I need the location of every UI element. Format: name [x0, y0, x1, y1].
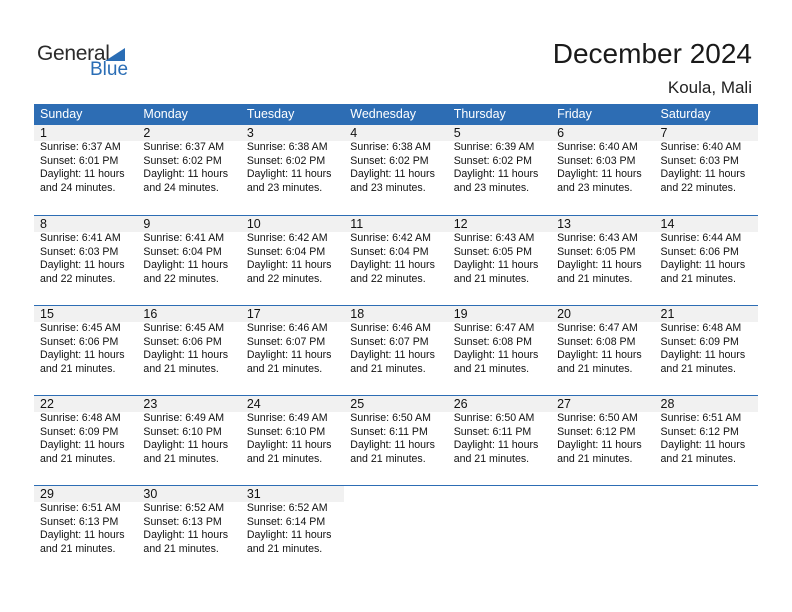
calendar-grid — [34, 104, 758, 575]
day-details — [34, 412, 137, 466]
minutes-text: and 21 minutes. — [350, 452, 426, 465]
minutes-text: and 21 minutes. — [246, 542, 323, 555]
day-details — [137, 502, 240, 556]
sunset-text: Sunset: 6:06 PM — [143, 335, 222, 348]
day-number: 28 — [655, 396, 758, 412]
day-number: 7 — [655, 125, 758, 141]
day-cell — [551, 396, 654, 466]
brand-logo — [37, 42, 137, 82]
daylight-text: Daylight: 11 hours — [350, 349, 435, 361]
sunrise-text: Sunrise: 6:50 AM — [350, 412, 431, 424]
sunset-text: Sunset: 6:12 PM — [660, 425, 739, 438]
day-details — [137, 141, 240, 195]
minutes-text: and 24 minutes. — [143, 181, 219, 194]
sunset-text: Sunset: 6:03 PM — [660, 154, 739, 167]
day-details — [241, 322, 344, 376]
day-details — [448, 322, 551, 376]
day-cell — [344, 306, 447, 376]
daylight-text: Daylight: 11 hours — [350, 168, 435, 180]
day-number: 5 — [448, 125, 551, 141]
day-cell — [137, 125, 240, 195]
day-number: 25 — [344, 396, 447, 412]
daylight-text: Daylight: 11 hours — [660, 349, 746, 361]
daylight-text: Daylight: 11 hours — [660, 439, 746, 451]
day-number: 17 — [241, 306, 344, 322]
minutes-text: and 21 minutes. — [557, 272, 633, 285]
day-number: 2 — [137, 125, 240, 141]
day-cell-empty — [655, 486, 758, 556]
day-cell — [241, 125, 344, 195]
sunset-text: Sunset: 6:13 PM — [143, 515, 222, 528]
day-details — [655, 232, 758, 286]
page-title: December 2024 — [552, 38, 752, 69]
sunrise-text: Sunrise: 6:47 AM — [453, 322, 535, 334]
day-cell — [655, 396, 758, 466]
day-details — [241, 412, 344, 466]
daylight-text: Daylight: 11 hours — [453, 168, 539, 180]
day-cell — [344, 216, 447, 286]
day-number: 9 — [137, 216, 240, 232]
sunrise-text: Sunrise: 6:38 AM — [246, 141, 328, 153]
daylight-text: Daylight: 11 hours — [40, 259, 125, 271]
day-details — [551, 232, 654, 286]
day-number: 3 — [241, 125, 344, 141]
minutes-text: and 21 minutes. — [660, 272, 736, 285]
day-number: 1 — [34, 125, 137, 141]
sunset-text: Sunset: 6:02 PM — [350, 154, 429, 167]
day-cell — [344, 125, 447, 195]
sunrise-text: Sunrise: 6:50 AM — [453, 412, 535, 424]
day-details — [344, 232, 447, 286]
daylight-text: Daylight: 11 hours — [143, 259, 229, 271]
day-number: 24 — [241, 396, 344, 412]
day-number: 30 — [137, 486, 240, 502]
sunrise-text: Sunrise: 6:47 AM — [557, 322, 638, 334]
daylight-text: Daylight: 11 hours — [453, 259, 539, 271]
minutes-text: and 23 minutes. — [453, 181, 530, 194]
day-cell — [655, 125, 758, 195]
day-cell — [241, 486, 344, 556]
daylight-text: Daylight: 11 hours — [350, 439, 435, 451]
minutes-text: and 22 minutes. — [350, 272, 426, 285]
day-details — [551, 322, 654, 376]
daylight-text: Daylight: 11 hours — [246, 168, 332, 180]
sunset-text: Sunset: 6:06 PM — [40, 335, 119, 348]
weekday-wednesday: Wednesday — [350, 107, 417, 121]
weekday-sunday: Sunday — [40, 107, 83, 121]
daylight-text: Daylight: 11 hours — [453, 349, 539, 361]
minutes-text: and 21 minutes. — [40, 542, 116, 555]
daylight-text: Daylight: 11 hours — [40, 349, 125, 361]
daylight-text: Daylight: 11 hours — [246, 439, 332, 451]
week-row — [34, 395, 758, 485]
daylight-text: Daylight: 11 hours — [40, 439, 125, 451]
sunrise-text: Sunrise: 6:41 AM — [40, 232, 121, 244]
weekday-header — [34, 104, 758, 125]
day-cell — [655, 306, 758, 376]
day-details — [448, 141, 551, 195]
day-details — [344, 412, 447, 466]
sunrise-text: Sunrise: 6:50 AM — [557, 412, 638, 424]
day-cell — [448, 125, 551, 195]
sunset-text: Sunset: 6:03 PM — [40, 245, 119, 258]
daylight-text: Daylight: 11 hours — [453, 439, 539, 451]
daylight-text: Daylight: 11 hours — [246, 529, 332, 541]
daylight-text: Daylight: 11 hours — [557, 349, 642, 361]
minutes-text: and 21 minutes. — [350, 362, 426, 375]
week-row — [34, 125, 758, 215]
sunrise-text: Sunrise: 6:48 AM — [660, 322, 742, 334]
day-cell — [551, 125, 654, 195]
day-number: 16 — [137, 306, 240, 322]
sunrise-text: Sunrise: 6:51 AM — [660, 412, 742, 424]
daylight-text: Daylight: 11 hours — [143, 168, 229, 180]
sunrise-text: Sunrise: 6:52 AM — [246, 502, 328, 514]
sunset-text: Sunset: 6:10 PM — [246, 425, 326, 438]
weekday-monday: Monday — [143, 107, 188, 121]
minutes-text: and 22 minutes. — [246, 272, 323, 285]
sunrise-text: Sunrise: 6:45 AM — [40, 322, 121, 334]
minutes-text: and 22 minutes. — [40, 272, 116, 285]
day-details — [34, 141, 137, 195]
sunset-text: Sunset: 6:03 PM — [557, 154, 636, 167]
minutes-text: and 21 minutes. — [246, 452, 323, 465]
day-cell — [551, 306, 654, 376]
sunset-text: Sunset: 6:11 PM — [453, 425, 532, 438]
day-details — [241, 141, 344, 195]
day-details — [344, 322, 447, 376]
sunrise-text: Sunrise: 6:40 AM — [557, 141, 638, 153]
weekday-tuesday: Tuesday — [246, 107, 295, 121]
day-number: 10 — [241, 216, 344, 232]
day-details — [448, 412, 551, 466]
daylight-text: Daylight: 11 hours — [143, 439, 229, 451]
minutes-text: and 21 minutes. — [453, 362, 530, 375]
sunset-text: Sunset: 6:10 PM — [143, 425, 222, 438]
day-cell — [137, 486, 240, 556]
minutes-text: and 21 minutes. — [246, 362, 323, 375]
day-cell — [241, 306, 344, 376]
minutes-text: and 21 minutes. — [453, 452, 530, 465]
sunrise-text: Sunrise: 6:37 AM — [40, 141, 121, 153]
day-details — [655, 322, 758, 376]
sunset-text: Sunset: 6:02 PM — [143, 154, 222, 167]
day-details — [137, 322, 240, 376]
sunrise-text: Sunrise: 6:46 AM — [350, 322, 431, 334]
sunset-text: Sunset: 6:09 PM — [40, 425, 119, 438]
day-cell — [448, 396, 551, 466]
sunrise-text: Sunrise: 6:41 AM — [143, 232, 225, 244]
sunset-text: Sunset: 6:04 PM — [350, 245, 429, 258]
sunrise-text: Sunrise: 6:39 AM — [453, 141, 535, 153]
day-details — [551, 141, 654, 195]
minutes-text: and 21 minutes. — [40, 452, 116, 465]
day-number: 27 — [551, 396, 654, 412]
day-number: 29 — [34, 486, 137, 502]
sunrise-text: Sunrise: 6:48 AM — [40, 412, 121, 424]
day-cell — [448, 216, 551, 286]
minutes-text: and 22 minutes. — [660, 181, 736, 194]
sunset-text: Sunset: 6:04 PM — [246, 245, 326, 258]
minutes-text: and 22 minutes. — [143, 272, 219, 285]
sunset-text: Sunset: 6:04 PM — [143, 245, 222, 258]
day-cell — [551, 216, 654, 286]
day-number: 23 — [137, 396, 240, 412]
week-row — [34, 305, 758, 395]
day-number: 22 — [34, 396, 137, 412]
sunset-text: Sunset: 6:14 PM — [246, 515, 326, 528]
location-label: Koula, Mali — [667, 78, 752, 97]
sunset-text: Sunset: 6:07 PM — [246, 335, 326, 348]
sunrise-text: Sunrise: 6:49 AM — [246, 412, 328, 424]
day-cell — [241, 216, 344, 286]
sunrise-text: Sunrise: 6:43 AM — [453, 232, 535, 244]
day-cell — [137, 396, 240, 466]
day-details — [655, 412, 758, 466]
weekday-saturday: Saturday — [660, 107, 711, 121]
logo-text-blue: Blue — [90, 59, 129, 80]
day-details — [137, 232, 240, 286]
day-number: 31 — [241, 486, 344, 502]
minutes-text: and 21 minutes. — [557, 452, 633, 465]
day-cell — [137, 216, 240, 286]
weekday-friday: Friday — [557, 107, 592, 121]
sunset-text: Sunset: 6:07 PM — [350, 335, 429, 348]
day-details — [34, 232, 137, 286]
daylight-text: Daylight: 11 hours — [40, 529, 125, 541]
sunrise-text: Sunrise: 6:52 AM — [143, 502, 225, 514]
sunrise-text: Sunrise: 6:42 AM — [246, 232, 328, 244]
day-number: 20 — [551, 306, 654, 322]
sunset-text: Sunset: 6:02 PM — [453, 154, 533, 167]
daylight-text: Daylight: 11 hours — [557, 439, 642, 451]
sunset-text: Sunset: 6:05 PM — [557, 245, 636, 258]
sunset-text: Sunset: 6:02 PM — [246, 154, 326, 167]
minutes-text: and 21 minutes. — [143, 362, 219, 375]
daylight-text: Daylight: 11 hours — [660, 259, 746, 271]
day-cell — [241, 396, 344, 466]
minutes-text: and 21 minutes. — [453, 272, 530, 285]
day-cell-empty — [551, 486, 654, 556]
sunrise-text: Sunrise: 6:45 AM — [143, 322, 225, 334]
day-details — [241, 232, 344, 286]
sunset-text: Sunset: 6:06 PM — [660, 245, 739, 258]
sunset-text: Sunset: 6:08 PM — [557, 335, 636, 348]
day-cell-empty — [448, 486, 551, 556]
minutes-text: and 21 minutes. — [143, 542, 219, 555]
sunset-text: Sunset: 6:08 PM — [453, 335, 533, 348]
day-cell — [344, 396, 447, 466]
day-number: 26 — [448, 396, 551, 412]
minutes-text: and 23 minutes. — [557, 181, 633, 194]
sunset-text: Sunset: 6:01 PM — [40, 154, 119, 167]
sunrise-text: Sunrise: 6:37 AM — [143, 141, 225, 153]
day-number: 11 — [344, 216, 447, 232]
day-details — [34, 502, 137, 556]
minutes-text: and 21 minutes. — [557, 362, 633, 375]
daylight-text: Daylight: 11 hours — [246, 349, 332, 361]
day-cell — [34, 125, 137, 195]
weekday-thursday: Thursday — [453, 107, 506, 121]
day-cell-empty — [344, 486, 447, 556]
week-row — [34, 215, 758, 305]
minutes-text: and 21 minutes. — [40, 362, 116, 375]
daylight-text: Daylight: 11 hours — [40, 168, 125, 180]
daylight-text: Daylight: 11 hours — [143, 349, 229, 361]
logo-text-general: General — [37, 42, 110, 65]
day-cell — [34, 396, 137, 466]
minutes-text: and 23 minutes. — [246, 181, 323, 194]
daylight-text: Daylight: 11 hours — [557, 259, 642, 271]
sunset-text: Sunset: 6:13 PM — [40, 515, 119, 528]
sunrise-text: Sunrise: 6:40 AM — [660, 141, 742, 153]
sunrise-text: Sunrise: 6:38 AM — [350, 141, 431, 153]
minutes-text: and 23 minutes. — [350, 181, 426, 194]
day-number: 14 — [655, 216, 758, 232]
day-cell — [34, 306, 137, 376]
sunrise-text: Sunrise: 6:51 AM — [40, 502, 121, 514]
minutes-text: and 24 minutes. — [40, 181, 116, 194]
sunset-text: Sunset: 6:05 PM — [453, 245, 533, 258]
day-details — [448, 232, 551, 286]
sunrise-text: Sunrise: 6:49 AM — [143, 412, 225, 424]
day-number: 4 — [344, 125, 447, 141]
daylight-text: Daylight: 11 hours — [557, 168, 642, 180]
daylight-text: Daylight: 11 hours — [246, 259, 332, 271]
sunrise-text: Sunrise: 6:43 AM — [557, 232, 638, 244]
day-details — [34, 322, 137, 376]
day-number: 8 — [34, 216, 137, 232]
minutes-text: and 21 minutes. — [143, 452, 219, 465]
sunrise-text: Sunrise: 6:42 AM — [350, 232, 431, 244]
sunset-text: Sunset: 6:09 PM — [660, 335, 739, 348]
day-number: 6 — [551, 125, 654, 141]
day-details — [655, 141, 758, 195]
day-details — [241, 502, 344, 556]
day-details — [137, 412, 240, 466]
day-cell — [655, 216, 758, 286]
day-number: 12 — [448, 216, 551, 232]
day-number: 19 — [448, 306, 551, 322]
week-row — [34, 485, 758, 575]
sunrise-text: Sunrise: 6:46 AM — [246, 322, 328, 334]
day-cell — [448, 306, 551, 376]
day-cell — [34, 216, 137, 286]
day-details — [551, 412, 654, 466]
day-cell — [137, 306, 240, 376]
day-number: 13 — [551, 216, 654, 232]
daylight-text: Daylight: 11 hours — [143, 529, 229, 541]
day-number: 15 — [34, 306, 137, 322]
sunset-text: Sunset: 6:12 PM — [557, 425, 636, 438]
minutes-text: and 21 minutes. — [660, 362, 736, 375]
sunrise-text: Sunrise: 6:44 AM — [660, 232, 742, 244]
day-details — [344, 141, 447, 195]
daylight-text: Daylight: 11 hours — [660, 168, 746, 180]
day-number: 21 — [655, 306, 758, 322]
sunset-text: Sunset: 6:11 PM — [350, 425, 428, 438]
minutes-text: and 21 minutes. — [660, 452, 736, 465]
day-number: 18 — [344, 306, 447, 322]
daylight-text: Daylight: 11 hours — [350, 259, 435, 271]
day-cell — [34, 486, 137, 556]
